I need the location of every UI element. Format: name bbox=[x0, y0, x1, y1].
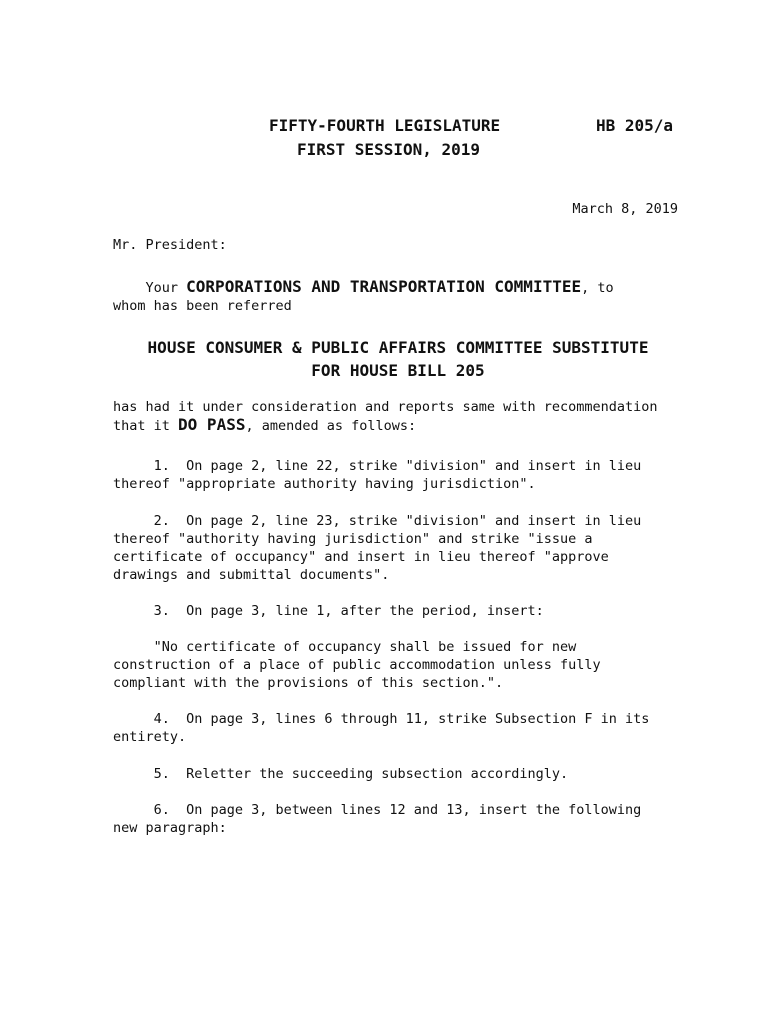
do-pass-recommendation: DO PASS bbox=[178, 415, 246, 434]
legislature-heading: FIFTY-FOURTH LEGISLATURE bbox=[269, 116, 501, 135]
report-suffix: , amended as follows: bbox=[245, 418, 417, 434]
intro-suffix: , to bbox=[581, 280, 614, 296]
report-line1: has had it under consideration and reports same with recommendation bbox=[113, 399, 658, 415]
salutation: Mr. President: bbox=[113, 237, 227, 253]
report-date: March 8, 2019 bbox=[572, 201, 678, 217]
amendment-3: 3. On page 3, line 1, after the period, insert: bbox=[113, 603, 544, 619]
intro-paragraph bbox=[113, 278, 683, 315]
intro-prefix: Your bbox=[113, 280, 187, 296]
amendment-6: 6. On page 3, between lines 12 and 13, insert the following new paragraph: bbox=[113, 802, 642, 836]
bill-title-line1: HOUSE CONSUMER & PUBLIC AFFAIRS COMMITTEE SUBSTITUTE bbox=[147, 338, 649, 357]
amendment-2: 2. On page 2, line 23, strike "division" and insert in lieu thereof "authority having jurisdiction" and strike "issue a certificate of occupancy" and insert in lieu thereof "approve drawings and submittal documents". bbox=[113, 513, 642, 583]
amendment-5: 5. Reletter the succeeding subsection accordingly. bbox=[113, 766, 569, 782]
committee-name: CORPORATIONS AND TRANSPORTATION COMMITTEE bbox=[186, 277, 582, 296]
report-prefix: that it bbox=[113, 418, 179, 434]
bill-title-line2: FOR HOUSE BILL 205 bbox=[311, 361, 485, 380]
bill-title bbox=[113, 336, 683, 382]
inserted-quote: "No certificate of occupancy shall be issued for new construction of a place of public accommodation unless fully compliant with the provisions of this section.". bbox=[113, 639, 601, 691]
bill-id: HB 205/a bbox=[596, 116, 674, 135]
intro-line2: whom has been referred bbox=[113, 298, 292, 314]
amendment-4: 4. On page 3, lines 6 through 11, strike Subsection F in its entirety. bbox=[113, 711, 650, 745]
report-paragraph bbox=[113, 398, 683, 435]
session-heading: FIRST SESSION, 2019 bbox=[297, 140, 481, 159]
amendment-1: 1. On page 2, line 22, strike "division" and insert in lieu thereof "appropriate authority having jurisdiction". bbox=[113, 458, 642, 492]
